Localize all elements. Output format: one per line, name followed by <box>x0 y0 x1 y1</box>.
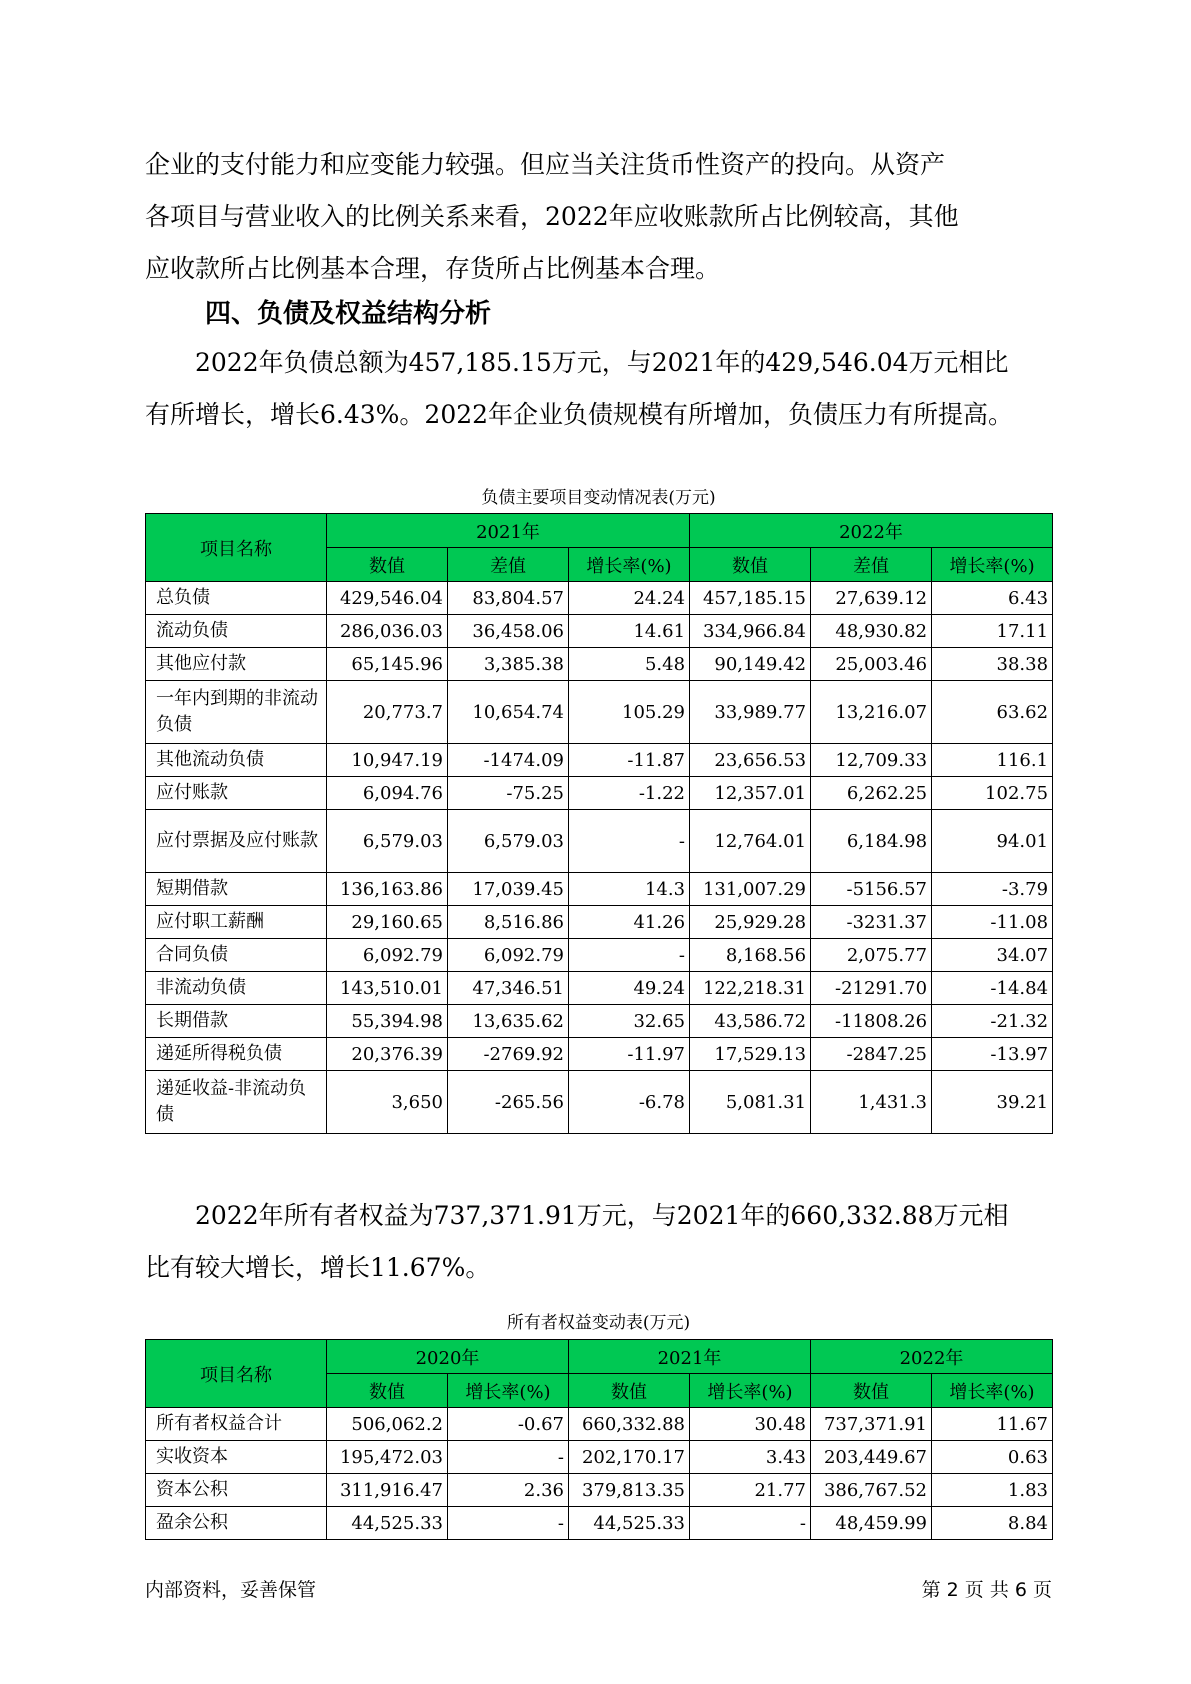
equity-row-value: 660,332.88 <box>569 1408 690 1441</box>
liability-row-value: 25,003.46 <box>811 648 932 681</box>
equity-row-name: 所有者权益合计 <box>146 1408 327 1441</box>
liability-row-value: -2847.25 <box>811 1038 932 1071</box>
liability-table-row <box>146 582 1053 615</box>
equity-row-value: 8.84 <box>932 1507 1053 1540</box>
liability-row-value: 1,431.3 <box>811 1071 932 1134</box>
liability-row-value: -11.08 <box>932 906 1053 939</box>
liability-row-value: -5156.57 <box>811 873 932 906</box>
liability-table-row <box>146 906 1053 939</box>
liability-row-value: 47,346.51 <box>448 972 569 1005</box>
liability-row-value: 102.75 <box>932 777 1053 810</box>
liability-row-value: -21291.70 <box>811 972 932 1005</box>
equity-row-value: 44,525.33 <box>327 1507 448 1540</box>
liability-sub-header: 增长率(%) <box>932 548 1053 582</box>
footer-page-number: 第 2 页 共 6 页 <box>921 1579 1052 1601</box>
equity-sub-header: 增长率(%) <box>932 1374 1053 1408</box>
liability-row-value: 334,966.84 <box>690 615 811 648</box>
liability-row-value: -11.87 <box>569 744 690 777</box>
liability-row-value: 27,639.12 <box>811 582 932 615</box>
liability-row-value: 38.38 <box>932 648 1053 681</box>
equity-line-2: 比有较大增长，增长11.67%。 <box>145 1253 491 1282</box>
liability-row-value: 131,007.29 <box>690 873 811 906</box>
liability-year-header: 2022年 <box>690 514 1053 548</box>
liability-row-name: 合同负债 <box>146 939 327 972</box>
liability-name-header: 项目名称 <box>146 514 327 582</box>
liability-row-value: -14.84 <box>932 972 1053 1005</box>
liability-row-value: 12,764.01 <box>690 810 811 873</box>
liability-row-value: 429,546.04 <box>327 582 448 615</box>
liability-row-value: 36,458.06 <box>448 615 569 648</box>
equity-sub-header: 增长率(%) <box>448 1374 569 1408</box>
liability-row-value: -6.78 <box>569 1071 690 1134</box>
liability-row-value: -3231.37 <box>811 906 932 939</box>
equity-row-value: 48,459.99 <box>811 1507 932 1540</box>
equity-row-value: 0.63 <box>932 1441 1053 1474</box>
liability-row-name: 应付账款 <box>146 777 327 810</box>
liability-row-value: -1.22 <box>569 777 690 810</box>
liability-row-value: 14.61 <box>569 615 690 648</box>
liability-row-value: -75.25 <box>448 777 569 810</box>
liability-row-value: 6,262.25 <box>811 777 932 810</box>
equity-sub-header: 增长率(%) <box>690 1374 811 1408</box>
equity-name-header: 项目名称 <box>146 1340 327 1408</box>
liability-row-value: -1474.09 <box>448 744 569 777</box>
liability-row-value: 6,092.79 <box>327 939 448 972</box>
liability-table <box>145 513 1053 1134</box>
liability-row-value: 116.1 <box>932 744 1053 777</box>
liability-row-value: 10,654.74 <box>448 681 569 744</box>
liability-row-value: -2769.92 <box>448 1038 569 1071</box>
equity-table-row <box>146 1408 1053 1441</box>
equity-row-value: 3.43 <box>690 1441 811 1474</box>
equity-paragraph <box>145 1190 1045 1294</box>
liability-row-value: 6.43 <box>932 582 1053 615</box>
intro-line-3: 应收款所占比例基本合理，存货所占比例基本合理。 <box>145 254 721 283</box>
footer-confidential-note: 内部资料，妥善保管 <box>145 1579 317 1601</box>
liability-paragraph <box>145 337 1045 441</box>
equity-table-row <box>146 1474 1053 1507</box>
liability-row-value: 65,145.96 <box>327 648 448 681</box>
liability-row-value: -3.79 <box>932 873 1053 906</box>
equity-row-value: 30.48 <box>690 1408 811 1441</box>
equity-row-value: -0.67 <box>448 1408 569 1441</box>
liability-row-value: 41.26 <box>569 906 690 939</box>
liability-row-value: 55,394.98 <box>327 1005 448 1038</box>
liability-table-row <box>146 648 1053 681</box>
liability-row-value: 8,516.86 <box>448 906 569 939</box>
liability-row-value: 136,163.86 <box>327 873 448 906</box>
liability-row-value: 13,216.07 <box>811 681 932 744</box>
liability-row-value: -13.97 <box>932 1038 1053 1071</box>
liability-table-row <box>146 615 1053 648</box>
liability-row-name: 长期借款 <box>146 1005 327 1038</box>
liability-row-value: 10,947.19 <box>327 744 448 777</box>
liability-row-value: 12,357.01 <box>690 777 811 810</box>
liability-row-name: 总负债 <box>146 582 327 615</box>
liability-row-value: 20,773.7 <box>327 681 448 744</box>
equity-table-caption: 所有者权益变动表(万元) <box>506 1313 691 1333</box>
liability-table-row <box>146 873 1053 906</box>
equity-line-1: 2022年所有者权益为737,371.91万元，与2021年的660,332.88万元相 <box>195 1201 1009 1230</box>
liability-row-value: 3,385.38 <box>448 648 569 681</box>
liability-row-value: 17,039.45 <box>448 873 569 906</box>
equity-row-value: 2.36 <box>448 1474 569 1507</box>
liability-row-value: 8,168.56 <box>690 939 811 972</box>
liability-row-value: 94.01 <box>932 810 1053 873</box>
liability-row-value: 5.48 <box>569 648 690 681</box>
liability-row-name: 一年内到期的非流动负债 <box>146 681 327 744</box>
liability-table-row <box>146 777 1053 810</box>
liability-row-name: 短期借款 <box>146 873 327 906</box>
equity-table-row <box>146 1507 1053 1540</box>
equity-row-value: 737,371.91 <box>811 1408 932 1441</box>
liability-table-row <box>146 810 1053 873</box>
equity-row-value: - <box>448 1507 569 1540</box>
liability-row-value: 12,709.33 <box>811 744 932 777</box>
equity-row-value: 202,170.17 <box>569 1441 690 1474</box>
liability-row-value: 90,149.42 <box>690 648 811 681</box>
intro-paragraph <box>145 139 1045 295</box>
liability-row-value: 83,804.57 <box>448 582 569 615</box>
liability-row-value: 29,160.65 <box>327 906 448 939</box>
liability-row-value: -11.97 <box>569 1038 690 1071</box>
liability-row-value: 6,094.76 <box>327 777 448 810</box>
equity-row-value: 195,472.03 <box>327 1441 448 1474</box>
liability-table-row <box>146 681 1053 744</box>
liability-row-value: -265.56 <box>448 1071 569 1134</box>
liability-row-value: 24.24 <box>569 582 690 615</box>
equity-row-value: - <box>448 1441 569 1474</box>
liability-row-value: 34.07 <box>932 939 1053 972</box>
liability-row-name: 非流动负债 <box>146 972 327 1005</box>
equity-year-header: 2020年 <box>327 1340 569 1374</box>
liability-row-name: 应付票据及应付账款 <box>146 810 327 873</box>
liability-row-value: 2,075.77 <box>811 939 932 972</box>
liability-row-value: 143,510.01 <box>327 972 448 1005</box>
liability-sub-header: 差值 <box>811 548 932 582</box>
equity-row-name: 盈余公积 <box>146 1507 327 1540</box>
liability-sub-header: 数值 <box>327 548 448 582</box>
equity-row-value: 506,062.2 <box>327 1408 448 1441</box>
liability-row-name: 递延收益-非流动负债 <box>146 1071 327 1134</box>
liability-row-value: 6,092.79 <box>448 939 569 972</box>
equity-row-value: 379,813.35 <box>569 1474 690 1507</box>
equity-sub-header: 数值 <box>811 1374 932 1408</box>
liability-row-name: 其他应付款 <box>146 648 327 681</box>
liability-row-value: 33,989.77 <box>690 681 811 744</box>
liability-row-value: 457,185.15 <box>690 582 811 615</box>
liability-row-value: 6,184.98 <box>811 810 932 873</box>
section-heading: 四、负债及权益结构分析 <box>205 299 492 329</box>
equity-year-header: 2021年 <box>569 1340 811 1374</box>
liability-row-value: 25,929.28 <box>690 906 811 939</box>
liability-line-2: 有所增长，增长6.43%。2022年企业负债规模有所增加，负债压力有所提高。 <box>145 400 1014 429</box>
liability-line-1: 2022年负债总额为457,185.15万元，与2021年的429,546.04万元相比 <box>195 348 1009 377</box>
liability-row-value: 48,930.82 <box>811 615 932 648</box>
liability-row-value: 286,036.03 <box>327 615 448 648</box>
equity-row-value: - <box>690 1507 811 1540</box>
liability-row-value: 6,579.03 <box>448 810 569 873</box>
intro-line-1: 企业的支付能力和应变能力较强。但应当关注货币性资产的投向。从资产 <box>145 150 946 179</box>
equity-row-value: 203,449.67 <box>811 1441 932 1474</box>
liability-row-value: 3,650 <box>327 1071 448 1134</box>
liability-row-value: 17,529.13 <box>690 1038 811 1071</box>
equity-row-name: 实收资本 <box>146 1441 327 1474</box>
liability-table-row <box>146 744 1053 777</box>
equity-table <box>145 1339 1053 1540</box>
liability-row-value: 43,586.72 <box>690 1005 811 1038</box>
liability-row-value: 6,579.03 <box>327 810 448 873</box>
liability-row-value: 49.24 <box>569 972 690 1005</box>
liability-row-name: 递延所得税负债 <box>146 1038 327 1071</box>
liability-table-row <box>146 939 1053 972</box>
liability-row-value: 39.21 <box>932 1071 1053 1134</box>
equity-year-header: 2022年 <box>811 1340 1053 1374</box>
liability-year-header: 2021年 <box>327 514 690 548</box>
equity-row-name: 资本公积 <box>146 1474 327 1507</box>
liability-row-value: -11808.26 <box>811 1005 932 1038</box>
equity-table-body <box>146 1408 1053 1540</box>
equity-sub-header: 数值 <box>569 1374 690 1408</box>
equity-row-value: 386,767.52 <box>811 1474 932 1507</box>
equity-table-row <box>146 1441 1053 1474</box>
equity-row-value: 21.77 <box>690 1474 811 1507</box>
liability-row-value: 17.11 <box>932 615 1053 648</box>
liability-sub-header: 增长率(%) <box>569 548 690 582</box>
liability-row-value: 5,081.31 <box>690 1071 811 1134</box>
equity-sub-header: 数值 <box>327 1374 448 1408</box>
liability-row-value: -21.32 <box>932 1005 1053 1038</box>
liability-row-value: 23,656.53 <box>690 744 811 777</box>
intro-line-2: 各项目与营业收入的比例关系来看，2022年应收账款所占比例较高，其他 <box>145 202 959 231</box>
liability-row-value: - <box>569 810 690 873</box>
liability-row-value: 63.62 <box>932 681 1053 744</box>
liability-table-row <box>146 1005 1053 1038</box>
liability-table-caption: 负债主要项目变动情况表(万元) <box>481 488 716 508</box>
liability-row-name: 应付职工薪酬 <box>146 906 327 939</box>
liability-row-value: 20,376.39 <box>327 1038 448 1071</box>
liability-row-value: 14.3 <box>569 873 690 906</box>
equity-row-value: 44,525.33 <box>569 1507 690 1540</box>
liability-row-value: - <box>569 939 690 972</box>
liability-row-value: 32.65 <box>569 1005 690 1038</box>
liability-row-value: 122,218.31 <box>690 972 811 1005</box>
liability-row-value: 13,635.62 <box>448 1005 569 1038</box>
liability-row-name: 流动负债 <box>146 615 327 648</box>
equity-row-value: 1.83 <box>932 1474 1053 1507</box>
equity-row-value: 311,916.47 <box>327 1474 448 1507</box>
liability-table-row <box>146 1071 1053 1134</box>
liability-row-value: 105.29 <box>569 681 690 744</box>
liability-row-name: 其他流动负债 <box>146 744 327 777</box>
liability-sub-header: 数值 <box>690 548 811 582</box>
liability-table-row <box>146 1038 1053 1071</box>
liability-table-body <box>146 582 1053 1134</box>
liability-sub-header: 差值 <box>448 548 569 582</box>
liability-table-row <box>146 972 1053 1005</box>
equity-row-value: 11.67 <box>932 1408 1053 1441</box>
